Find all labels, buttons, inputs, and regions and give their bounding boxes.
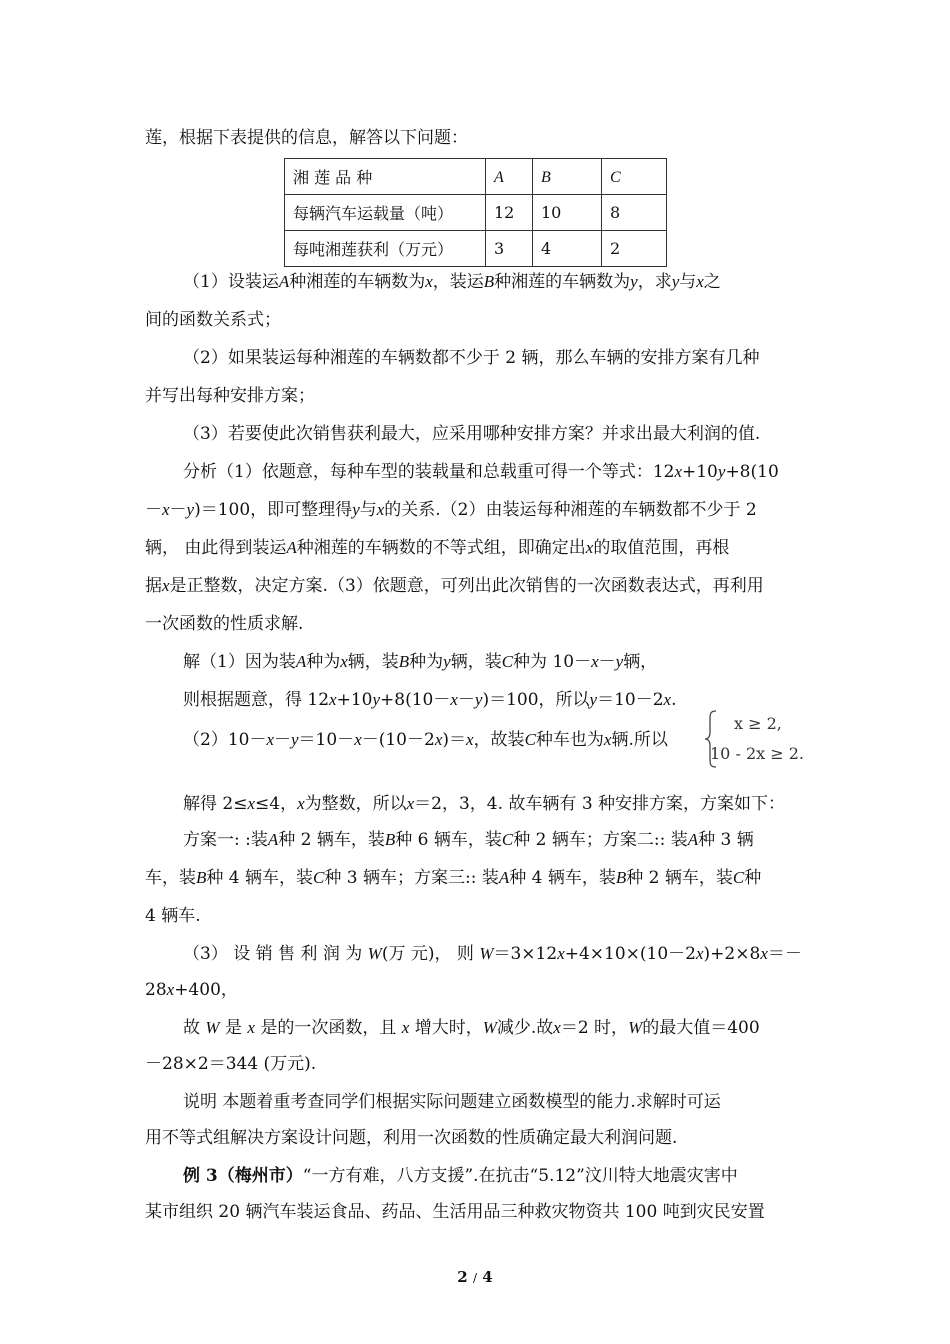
solution-line: －28×2＝344 (万元).	[145, 1054, 317, 1074]
example-3-line-2: 某市组织 20 辆汽车装运食品、药品、生活用品三种救灾物资共 100 吨到灾民安置	[145, 1202, 765, 1222]
table-cell: 每辆汽车运载量（吨）	[285, 195, 486, 231]
page-number: 2 / 4	[457, 1268, 493, 1286]
table-cell: 8	[602, 195, 667, 231]
solution-line: 解得 2≤x≤4，x为整数，所以x＝2，3，4. 故车辆有 3 种安排方案，方案如下：	[183, 794, 786, 814]
table-cell: 3	[486, 231, 533, 267]
question-2-line: （2）如果装运每种湘莲的车辆数都不少于 2 辆，那么车辆的安排方案有几种	[183, 348, 760, 368]
question-2-line-2: 并写出每种安排方案；	[145, 386, 315, 406]
plan-line: 方案一: :装A种 2 辆车，装B种 6 辆车，装C种 2 辆车；方案二:: 装A种 3 辆	[183, 830, 754, 850]
table-header-cell: A	[486, 159, 533, 195]
info-table	[284, 158, 667, 267]
solution-line: （3） 设 销 售 利 润 为 W(万 元)， 则 W＝3×12x+4×10×(10－2x)+2×8x＝－	[183, 944, 802, 964]
solution-line: 则根据题意，得 12x+10y+8(10－x－y)＝100，所以y＝10－2x.	[183, 690, 677, 710]
question-1-line-2: 间的函数关系式；	[145, 310, 281, 330]
analysis-line: 辆， 由此得到装运A种湘莲的车辆数的不等式组，即确定出x的取值范围，再根	[145, 538, 730, 558]
solution-line: 故 W 是 x 是的一次函数，且 x 增大时，W减少.故x＝2 时，W的最大值＝400	[183, 1018, 760, 1038]
table-row	[285, 159, 667, 195]
example-3-line: 例 3（梅州市）“一方有难，八方支援”.在抗击“5.12”汶川特大地震灾害中	[183, 1166, 738, 1186]
analysis-line: －x－y)＝100，即可整理得y与x的关系.（2）由装运每种湘莲的车辆数都不少于 2	[145, 500, 757, 520]
question-3-line: （3）若要使此次销售获利最大，应采用哪种安排方案？并求出最大利润的值.	[183, 424, 761, 444]
note-line: 用不等式组解决方案设计问题，利用一次函数的性质确定最大利润问题.	[145, 1128, 678, 1148]
table-cell: 每吨湘莲获利（万元）	[285, 231, 486, 267]
example-3-label: 例 3（梅州市）	[183, 1166, 303, 1186]
inequality-1: x ≥ 2,	[734, 714, 782, 733]
analysis-line: 一次函数的性质求解.	[145, 614, 304, 634]
solution-line: 28x+400，	[145, 980, 238, 1000]
note-line: 说明 本题着重考查同学们根据实际问题建立函数模型的能力.求解时可运	[183, 1092, 721, 1112]
analysis-line: 分析（1）依题意，每种车型的装载量和总载重可得一个等式：12x+10y+8(10	[183, 462, 779, 482]
solution-line: （2）10－x－y＝10－x－(10－2x)＝x，故装C种车也为x辆.所以	[183, 730, 668, 750]
table-cell: 4	[533, 231, 602, 267]
plan-line: 车，装B种 4 辆车，装C种 3 辆车；方案三:: 装A种 4 辆车，装B种 2 辆车，装C种	[145, 868, 762, 888]
inequality-2: 10 - 2x ≥ 2.	[710, 744, 804, 763]
inequality-system	[704, 710, 834, 768]
table-cell: 10	[533, 195, 602, 231]
table-header-cell: B	[533, 159, 602, 195]
table-header-cell: C	[602, 159, 667, 195]
question-1-line: （1）设装运A种湘莲的车辆数为x，装运B种湘莲的车辆数为y，求y与x之	[183, 272, 721, 292]
table-header-cell: 湘 莲 品 种	[285, 159, 486, 195]
plan-line: 4 辆车.	[145, 906, 201, 926]
intro-line: 莲，根据下表提供的信息，解答以下问题：	[145, 128, 468, 148]
table-cell: 2	[602, 231, 667, 267]
solution-line: 解（1）因为装A种为x辆，装B种为y辆，装C种为 10－x－y辆，	[183, 652, 658, 672]
table-cell: 12	[486, 195, 533, 231]
analysis-line: 据x是正整数，决定方案.（3）依题意，可列出此次销售的一次函数表达式，再利用	[145, 576, 764, 596]
table-row	[285, 195, 667, 231]
table-row	[285, 231, 667, 267]
